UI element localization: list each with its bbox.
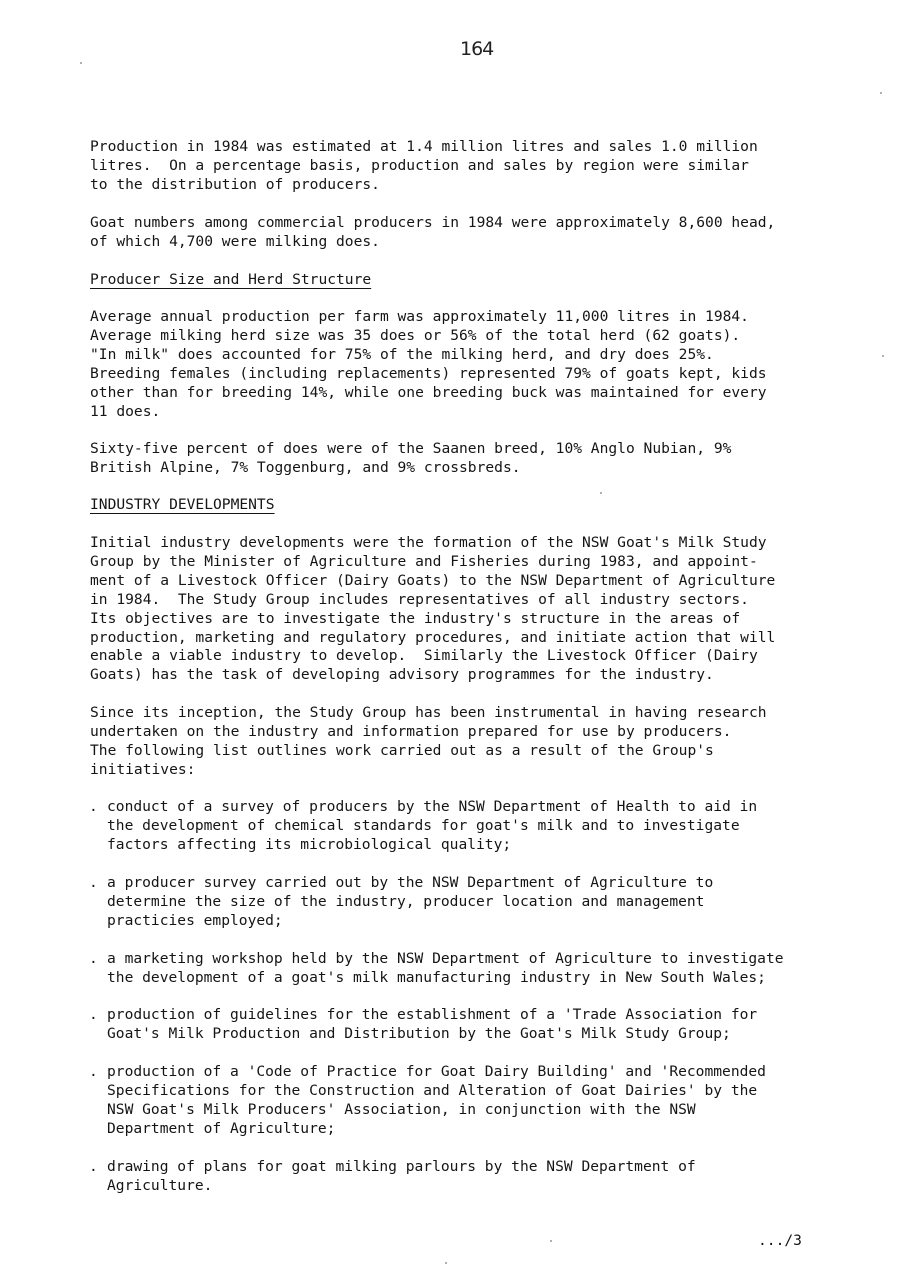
scan-speck bbox=[600, 492, 602, 494]
scan-speck bbox=[880, 92, 882, 94]
list-item-text: production of guidelines for the establishment of a 'Trade Association for Goat's Milk Production and Distribution by the Goat's Milk Study Group; bbox=[107, 1006, 758, 1042]
heading-producer-size: Producer Size and Herd Structure bbox=[90, 271, 372, 288]
list-item bbox=[89, 1158, 859, 1234]
bullet-marker: . bbox=[89, 798, 98, 815]
bullet-marker: . bbox=[89, 1063, 98, 1080]
paragraph-goat-numbers: Goat numbers among commercial producers in 1984 were approximately 8,600 head, of which 4,700 were milking does. bbox=[90, 214, 776, 250]
scan-speck bbox=[882, 355, 884, 357]
paragraph-production: Production in 1984 was estimated at 1.4 million litres and sales 1.0 million litres. On a percentage basis, production and sales by region were similar to the distribution of producers. bbox=[90, 138, 758, 193]
list-item bbox=[89, 874, 859, 950]
bullet-marker: . bbox=[89, 950, 98, 967]
continuation-marker: .../3 bbox=[758, 1232, 802, 1249]
bullet-marker: . bbox=[89, 1158, 98, 1175]
list-item-text: a marketing workshop held by the NSW Department of Agriculture to investigate the development of a goat's milk manufacturing industry in New South Wales; bbox=[107, 950, 784, 986]
paragraph-study-group: Since its inception, the Study Group has been instrumental in having research undertaken on the industry and information prepared for use by producers. The following list outlines work carried out as a result of the Group's initiatives: bbox=[90, 704, 767, 778]
paragraph-herd-structure: Average annual production per farm was approximately 11,000 litres in 1984. Average milking herd size was 35 does or 56% of the total herd (62 goats). "In milk" does accounted for 75% of the milking herd, and dry does 25%. Breeding females (including replacements) represented 79% of goats kept, kids other than for breeding 14%, while one breeding buck was maintained for every 11 does. bbox=[90, 308, 767, 420]
list-item bbox=[89, 798, 859, 874]
list-item-text: production of a 'Code of Practice for Goat Dairy Building' and 'Recommended Specifications for the Construction and Alteration of Goat Dairies' by the NSW Goat's Milk Producers' Association, in conjunction with the NSW Department of Agriculture; bbox=[107, 1063, 766, 1137]
heading-industry-developments: INDUSTRY DEVELOPMENTS bbox=[90, 496, 275, 513]
list-item-text: drawing of plans for goat milking parlours by the NSW Department of Agriculture. bbox=[107, 1158, 696, 1194]
scan-speck bbox=[550, 1240, 552, 1242]
list-item-text: conduct of a survey of producers by the NSW Department of Health to aid in the development of chemical standards for goat's milk and to investigate factors affecting its microbiological quality; bbox=[107, 798, 758, 853]
bullet-marker: . bbox=[89, 874, 98, 891]
paragraph-breeds: Sixty-five percent of does were of the Saanen breed, 10% Anglo Nubian, 9% British Alpine, 7% Toggenburg, and 9% crossbreds. bbox=[90, 440, 732, 476]
list-item bbox=[89, 1063, 859, 1139]
paragraph-initial-developments: Initial industry developments were the formation of the NSW Goat's Milk Study Group by the Minister of Agriculture and Fisheries during 1983, and appoint- ment of a Livestock Officer (Dairy Goats) to the NSW Department of Agriculture in 1984. The Study Group includes representatives of all industry sectors. Its objectives are to investigate the industry's structure in the areas of production, marketing and regulatory procedures, and initiate action that will enable a viable industry to develop. Similarly the Livestock Officer (Dairy Goats) has the task of developing advisory programmes for the industry. bbox=[90, 534, 776, 684]
page-number: 164 bbox=[460, 38, 494, 60]
bullet-marker: . bbox=[89, 1006, 98, 1023]
scan-speck bbox=[445, 1262, 447, 1264]
scan-speck bbox=[80, 62, 82, 64]
list-item-text: a producer survey carried out by the NSW Department of Agriculture to determine the size of the industry, producer location and management practicies employed; bbox=[107, 874, 714, 929]
